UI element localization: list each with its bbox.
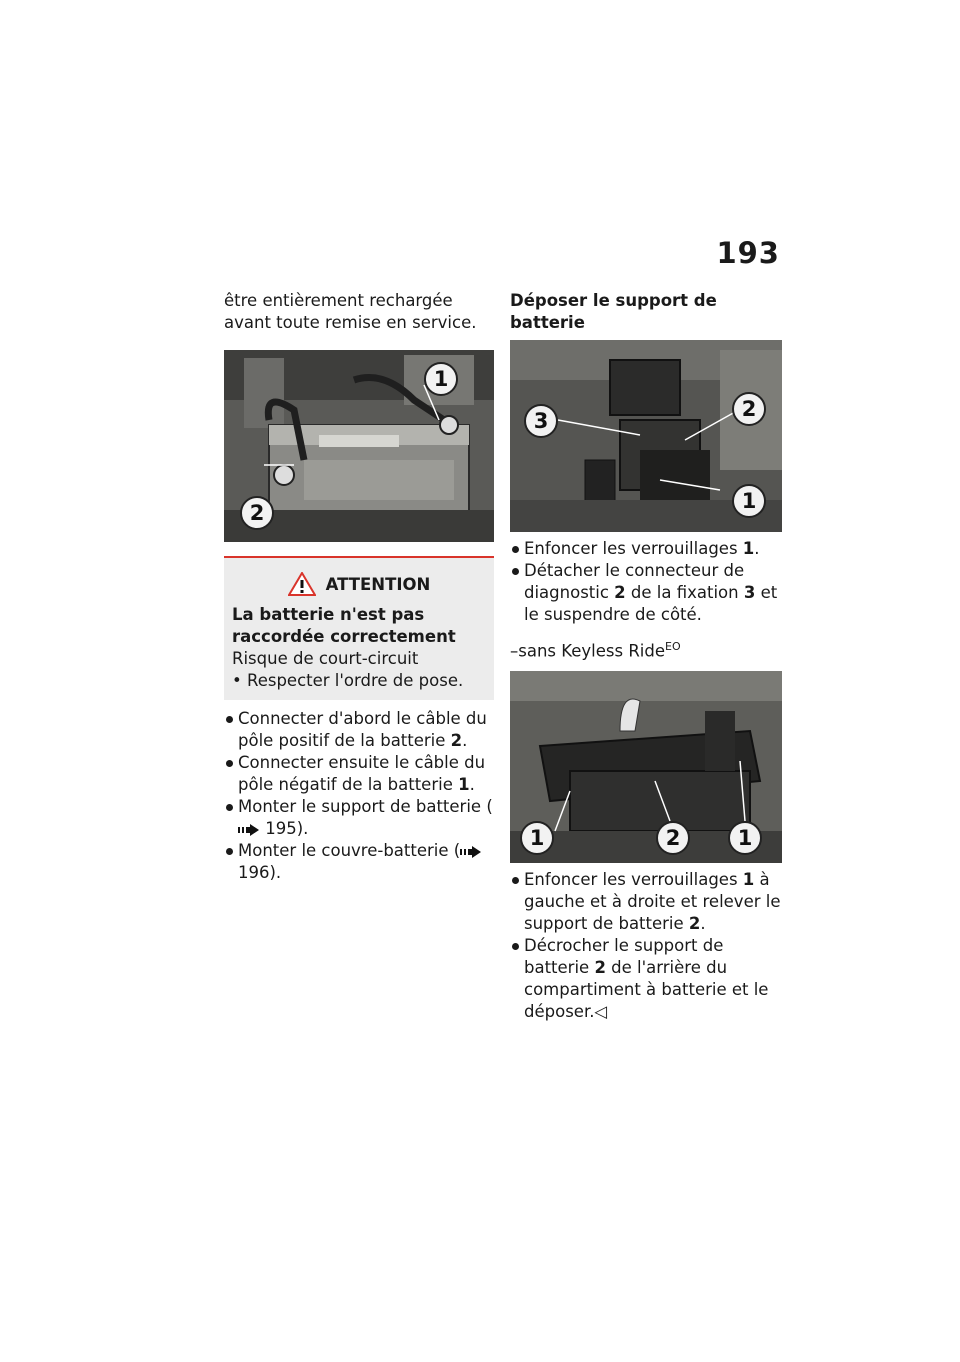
warning-headline: La batterie n'est pas raccordée correctement bbox=[232, 605, 456, 646]
left-column bbox=[224, 290, 494, 884]
removal-steps-2 bbox=[510, 869, 782, 1023]
step-item: Enfoncer les verrouillages 1. bbox=[510, 538, 782, 560]
intro-text: être entièrement rechargée avant toute remise en service. bbox=[224, 291, 477, 332]
warning-triangle-icon bbox=[288, 572, 316, 596]
callout-1: 1 bbox=[728, 821, 762, 855]
warning-action: • Respecter l'ordre de pose. bbox=[232, 671, 464, 690]
page-ref-arrow-icon bbox=[460, 846, 482, 858]
page-number: 193 bbox=[716, 236, 780, 270]
section-heading: Déposer le support de batterie bbox=[510, 291, 717, 332]
removal-steps-1 bbox=[510, 538, 782, 626]
callout-2: 2 bbox=[656, 821, 690, 855]
page-ref[interactable]: 195 bbox=[265, 819, 297, 838]
end-of-section-icon: ◁ bbox=[594, 1001, 608, 1021]
callout-2: 2 bbox=[240, 496, 274, 530]
step-item: Connecter ensuite le câble du pôle négatif de la batterie 1. bbox=[224, 752, 494, 796]
callout-2: 2 bbox=[732, 392, 766, 426]
right-column bbox=[510, 290, 782, 1023]
callout-1: 1 bbox=[424, 362, 458, 396]
callout-1: 1 bbox=[732, 484, 766, 518]
step-item: Détacher le connecteur de diagnostic 2 de la fixation 3 et le suspendre de côté. bbox=[510, 560, 782, 626]
warning-risk: Risque de court-circuit bbox=[232, 649, 419, 668]
callout-1: 1 bbox=[520, 821, 554, 855]
warning-title: ATTENTION bbox=[325, 574, 431, 594]
warning-box bbox=[224, 556, 494, 700]
install-steps bbox=[224, 708, 494, 884]
step-item: Enfoncer les verrouillages 1 à gauche et à droite et relever le support de batterie 2. bbox=[510, 869, 782, 935]
page-ref[interactable]: 196 bbox=[238, 863, 270, 882]
callout-3: 3 bbox=[524, 404, 558, 438]
step-item: Décrocher le support de batterie 2 de l'arrière du compartiment à batterie et le déposer.◁ bbox=[510, 935, 782, 1023]
step-item: Connecter d'abord le câble du pôle positif de la batterie 2. bbox=[224, 708, 494, 752]
battery-holder-figure bbox=[510, 671, 782, 863]
condition-line: –sans Keyless Ride$^{EO}$ bbox=[510, 640, 681, 661]
page-ref-arrow-icon bbox=[238, 824, 260, 836]
battery-terminals-figure bbox=[224, 350, 494, 542]
diagnostic-connector-figure bbox=[510, 340, 782, 532]
warning-title-row bbox=[232, 572, 486, 596]
step-item: Monter le support de batterie ( 195). bbox=[224, 796, 494, 840]
step-item: Monter le couvre-batterie ( 196). bbox=[224, 840, 494, 884]
